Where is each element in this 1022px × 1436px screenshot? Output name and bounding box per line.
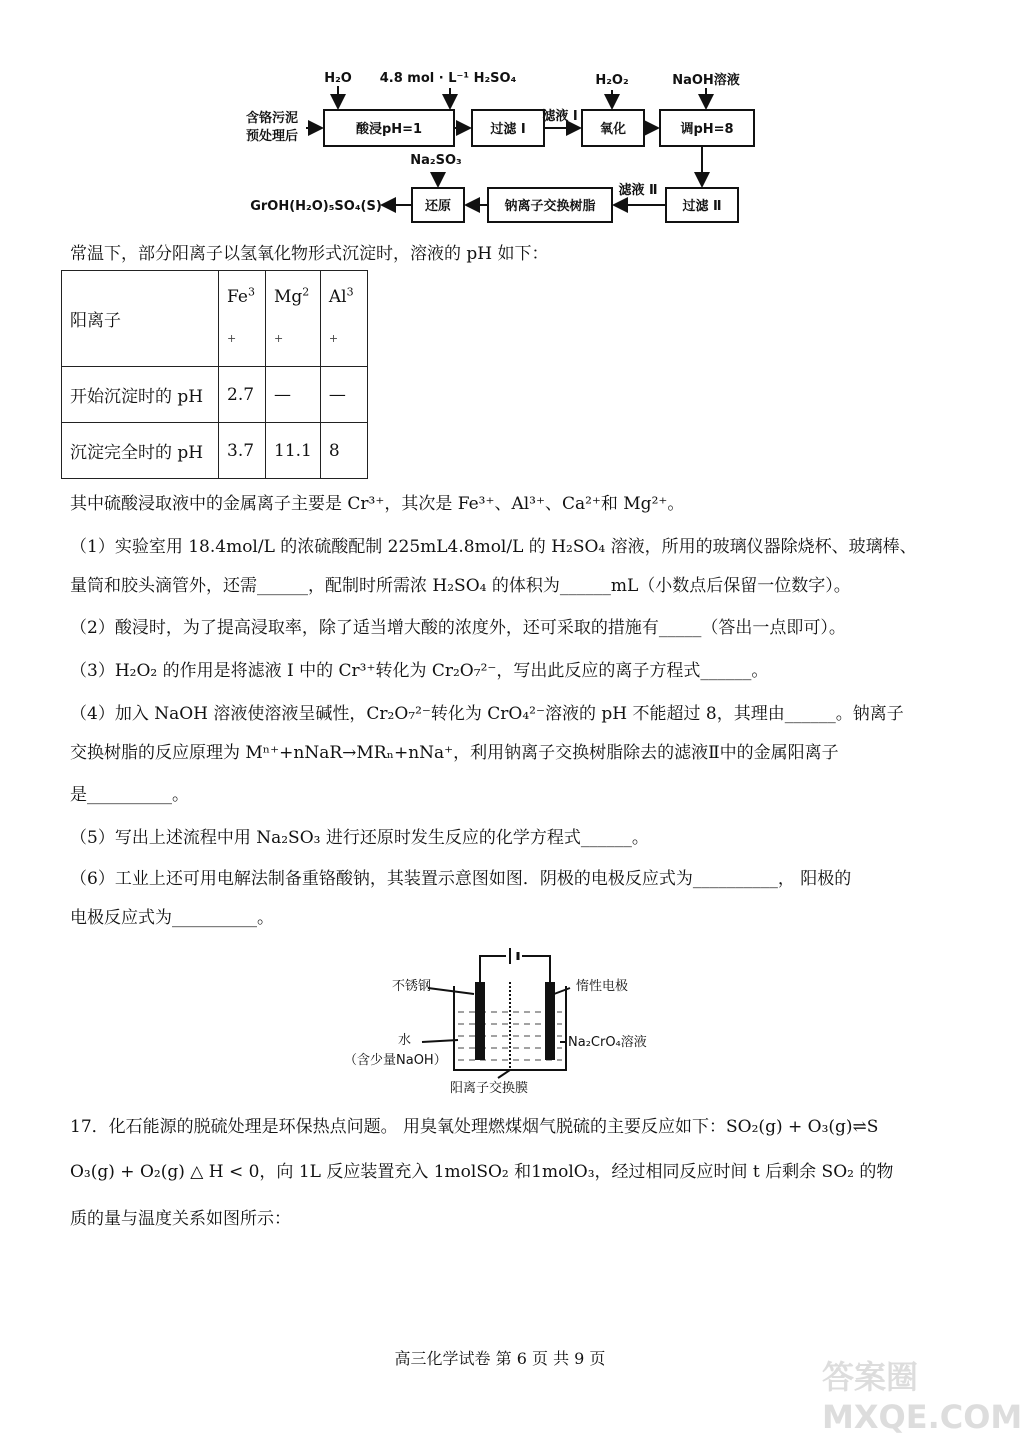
question-5: （5）写出上述流程中用 Na₂SO₃ 进行还原时发生反应的化学方程式______。 xyxy=(70,828,649,848)
membrane-label: 阳离子交换膜 xyxy=(450,1081,529,1096)
naoh-note-label: （含少量NaOH） xyxy=(344,1053,447,1068)
question-2: （2）酸浸时，为了提高浸取率，除了适当增大酸的浓度外，还可采取的措施有_____（答出一点即可）。 xyxy=(70,618,846,638)
question-6b: 电极反应式为__________。 xyxy=(70,908,274,928)
right-solution-label: Na₂CrO₄溶液 xyxy=(568,1035,647,1050)
adjust-ph-text: 调pH=8 xyxy=(680,122,734,137)
product-label: GrOH(H₂O)₅SO₄(S) xyxy=(250,199,382,214)
naoh-label: NaOH溶液 xyxy=(672,73,740,88)
right-electrode-label: 惰性电极 xyxy=(576,979,629,994)
question-17a: 17．化石能源的脱硫处理是环保热点问题。 用臭氧处理燃煤烟气脱硫的主要反应如下：SO₂(g) + O₃(g)⇌S xyxy=(70,1117,879,1137)
reduce-text: 还原 xyxy=(424,199,452,214)
question-17c: 质的量与温度关系如图所示： xyxy=(70,1209,291,1229)
question-1a: （1）实验室用 18.4mol/L 的浓硫酸配制 225mL4.8mol/L 的 H₂SO₄ 溶液，所用的玻璃仪器除烧杯、玻璃棒、 xyxy=(70,537,917,557)
h2o-label: H₂O xyxy=(324,71,352,86)
acid-leach-text: 酸浸pH=1 xyxy=(355,122,423,137)
acid-label: 4.8 mol · L⁻¹ H₂SO₄ xyxy=(379,71,517,86)
ion-mg-cell: Mg$^2$ + xyxy=(266,271,321,367)
ion-al-cell: Al$^3$ + xyxy=(320,271,367,367)
question-6a: （6）工业上还可用电解法制备重铬酸钠，其装置示意图如图．阴极的电极反应式为__________， 阳极的 xyxy=(70,869,852,889)
input-label-2: 预处理后 xyxy=(245,129,299,144)
na2so3-label: Na₂SO₃ xyxy=(410,153,462,168)
question-4a: （4）加入 NaOH 溶液使溶液呈碱性，Cr₂O₇²⁻转化为 CrO₄²⁻溶液的 pH 不能超过 8，其理由______。钠离子 xyxy=(70,704,904,724)
resin-text: 钠离子交换树脂 xyxy=(504,199,596,214)
ions-main-text: 其中硫酸浸取液中的金属离子主要是 Cr³⁺，其次是 Fe³⁺、Al³⁺、Ca²⁺和 Mg²⁺。 xyxy=(70,494,685,514)
ph-table xyxy=(61,270,368,479)
question-4b: 交换树脂的反应原理为 Mⁿ⁺+nNaR→MRₙ+nNa⁺，利用钠离子交换树脂除去的滤液Ⅱ中的金属阳离子 xyxy=(70,743,839,763)
question-3: （3）H₂O₂ 的作用是将滤液 I 中的 Cr³⁺转化为 Cr₂O₇²⁻，写出此反应的离子方程式______。 xyxy=(70,661,769,681)
table-intro: 常温下，部分阳离子以氢氧化物形式沉淀时，溶液的 pH 如下： xyxy=(70,244,549,264)
watermark-logo: 答案圈 MXQE.COM xyxy=(822,1358,1022,1436)
question-1b: 量筒和胶头滴管外，还需______，配制时所需浓 H₂SO₄ 的体积为______mL（小数点后保留一位数字）。 xyxy=(70,576,851,596)
filtrate2-label: 滤液 Ⅱ xyxy=(618,183,658,198)
oxidize-text: 氧化 xyxy=(599,122,627,137)
water-label: 水 xyxy=(398,1033,412,1048)
table-header-cell: 阳离子 xyxy=(62,271,219,367)
table-row: 开始沉淀时的 pH 2.7 — — xyxy=(62,367,368,423)
h2o2-label: H₂O₂ xyxy=(595,73,629,88)
filtrate1-label: 滤液 I xyxy=(542,109,578,124)
process-flowchart xyxy=(240,62,760,232)
electrolysis-cell-diagram xyxy=(330,942,670,1102)
question-17b: O₃(g) + O₂(g) △ H < 0，向 1L 反应装置充入 1molSO₂ 和1molO₃，经过相同反应时间 t 后剩余 SO₂ 的物 xyxy=(70,1162,894,1182)
filter1-text: 过滤 I xyxy=(490,122,526,137)
page-footer: 高三化学试卷 第 6 页 共 9 页 xyxy=(394,1349,606,1368)
filter2-text: 过滤 Ⅱ xyxy=(682,199,722,214)
ion-fe-cell: Fe$^3$ + xyxy=(219,271,266,367)
left-electrode-label: 不锈钢 xyxy=(392,979,432,994)
question-4c: 是__________。 xyxy=(70,785,189,805)
table-row: 沉淀完全时的 pH 3.7 11.1 8 xyxy=(62,423,368,479)
input-label-1: 含铬污泥 xyxy=(245,111,299,126)
